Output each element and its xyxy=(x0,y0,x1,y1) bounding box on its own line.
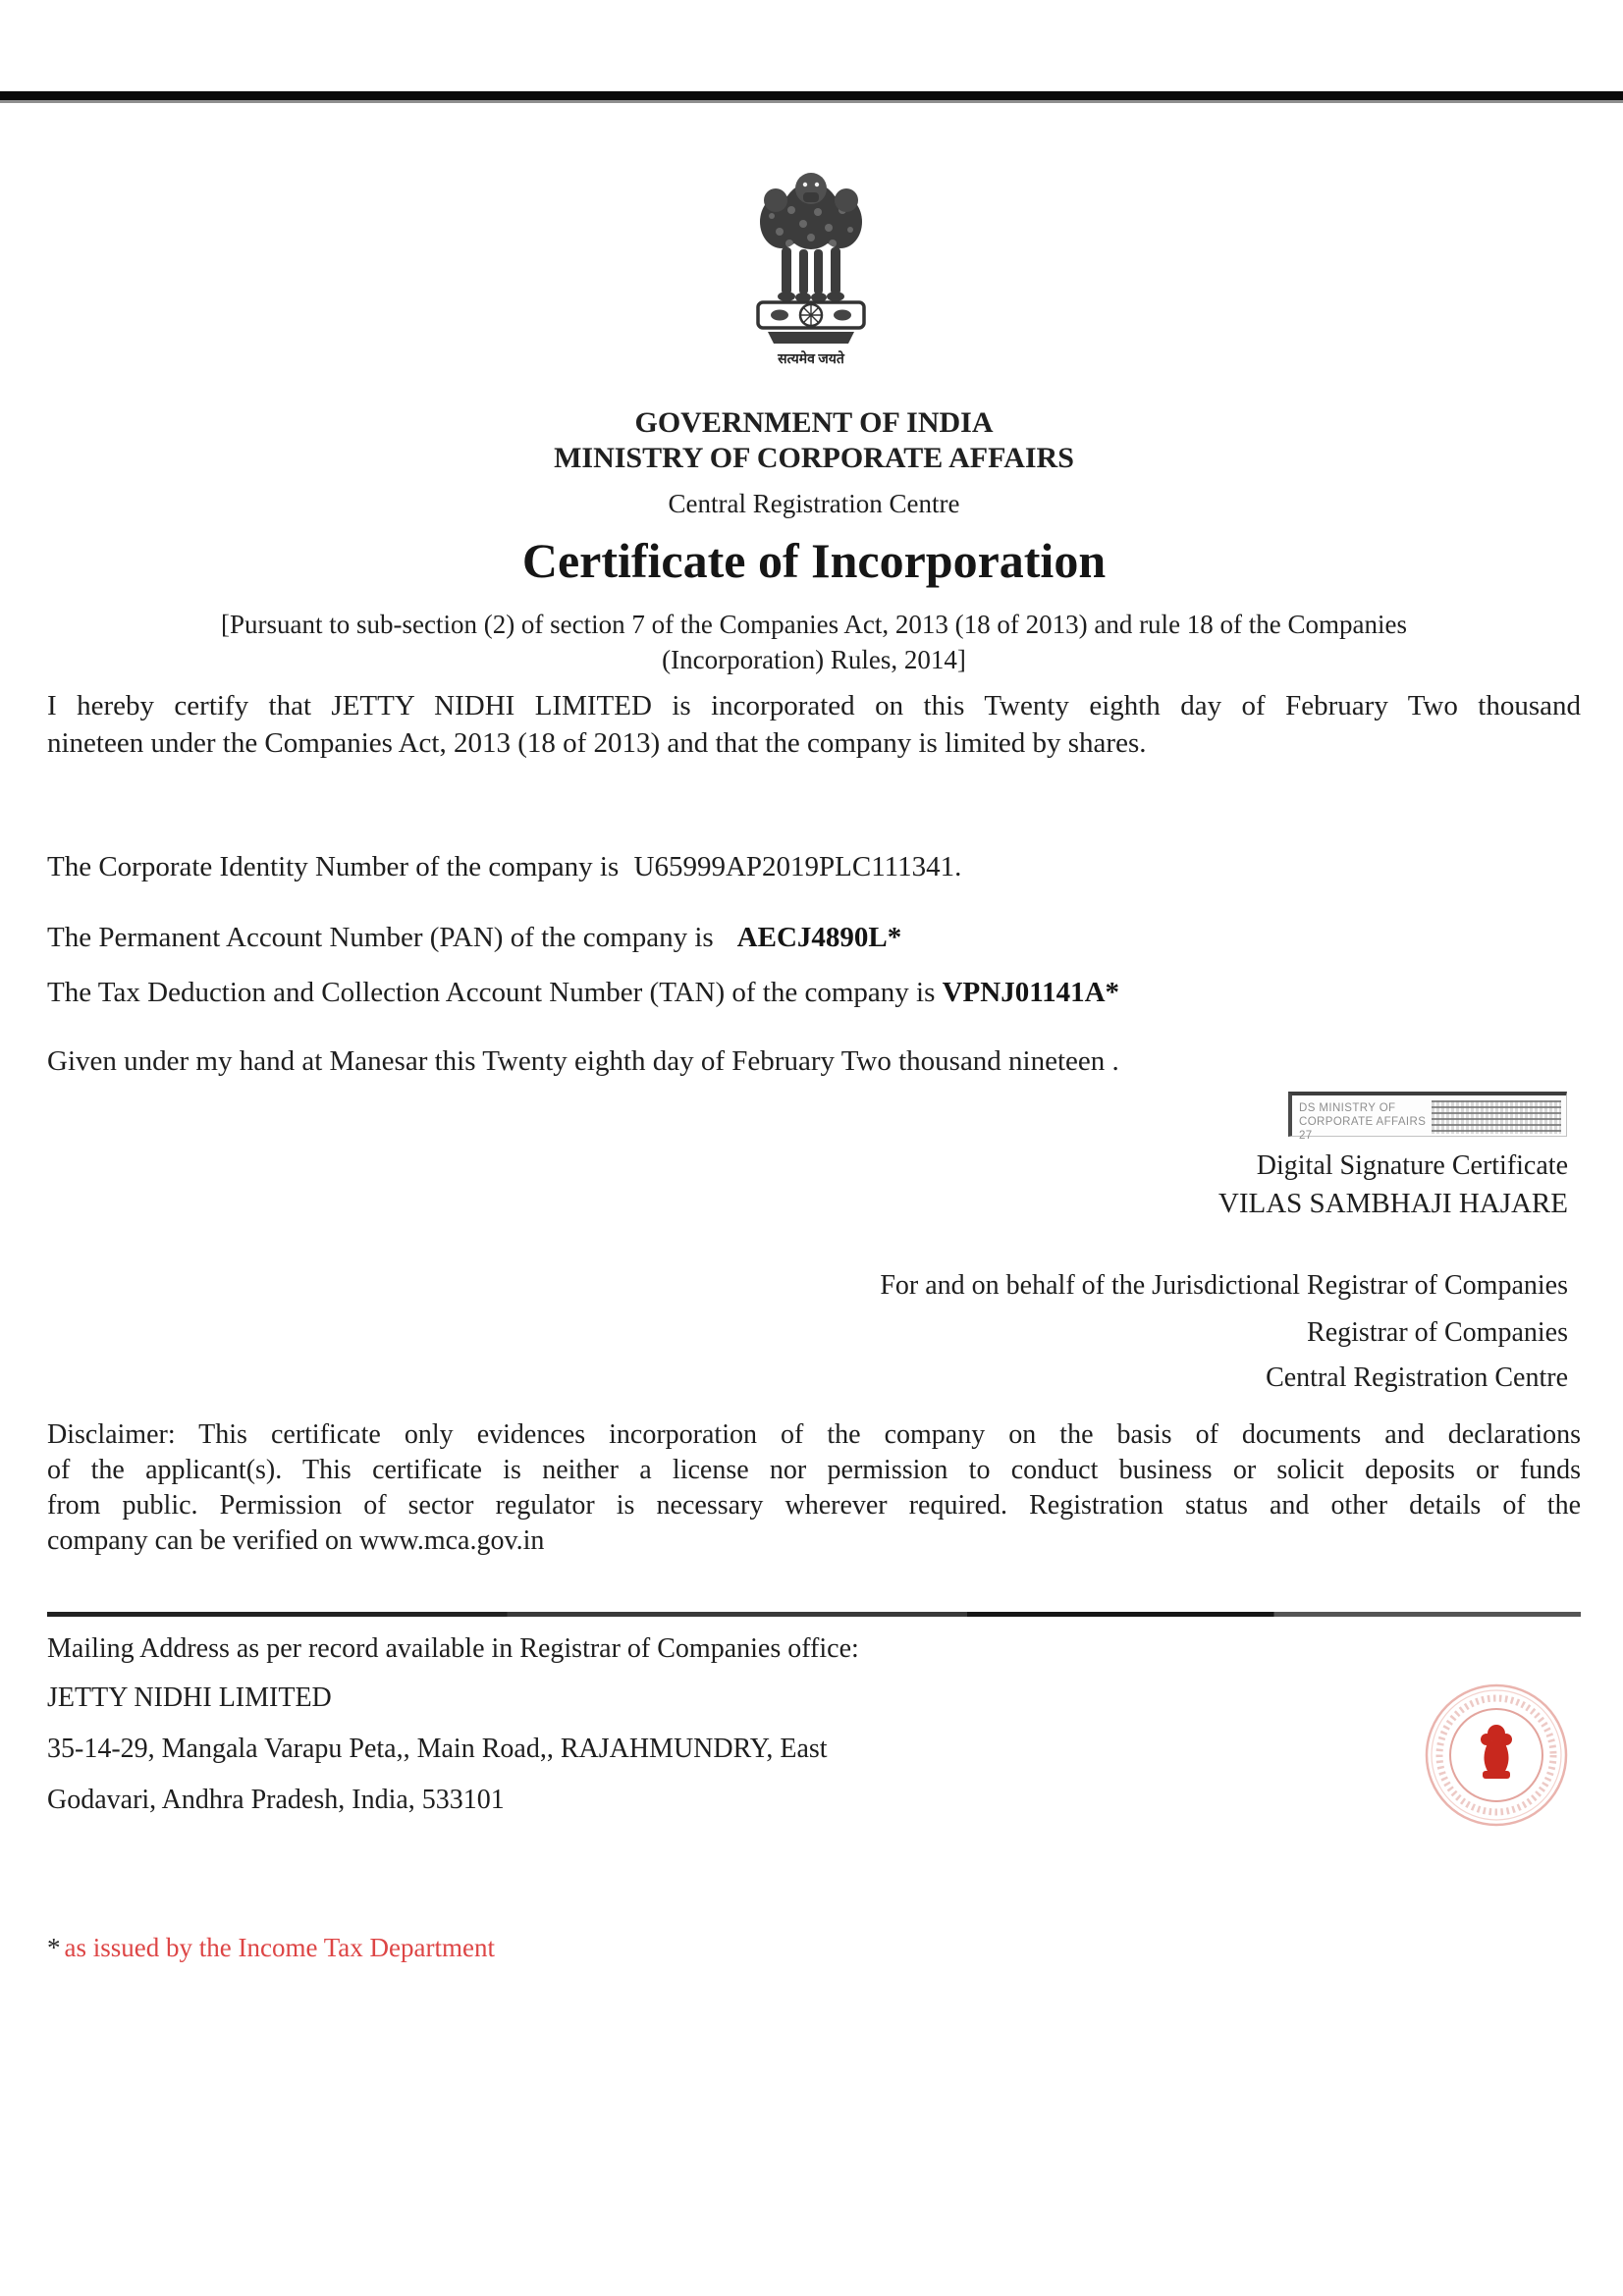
on-behalf-line: For and on behalf of the Jurisdictional Registrar of Companies xyxy=(880,1270,1568,1301)
disclaimer-line-2: of the applicant(s). This certificate is neither a license nor permission to conduct business or solicit deposits or funds xyxy=(47,1455,1581,1485)
pan-line xyxy=(47,922,1581,954)
government-of-india-heading: GOVERNMENT OF INDIA xyxy=(634,406,994,439)
dsc-stamp-microtext xyxy=(1432,1100,1561,1134)
top-border-shadow xyxy=(0,100,1623,103)
pan-value: AECJ4890L* xyxy=(736,922,902,953)
certify-line-1: I hereby certify that JETTY NIDHI LIMITED is incorporated on this Twenty eighth day of February Two thousand xyxy=(47,690,1581,721)
horizontal-divider xyxy=(47,1612,1581,1617)
india-state-emblem-icon xyxy=(723,159,899,373)
lion-capital-icon xyxy=(723,159,899,373)
tan-line xyxy=(47,977,1581,1009)
income-tax-footnote xyxy=(47,1933,1581,1963)
disclaimer-line-3: from public. Permission of sector regulator is necessary wherever required. Registration status and other details of the xyxy=(47,1490,1581,1521)
pan-label: The Permanent Account Number (PAN) of the company is xyxy=(47,922,714,953)
disclaimer-paragraph xyxy=(47,1417,1581,1559)
mailing-address-line-1: 35-14-29, Mangala Varapu Peta,, Main Road,, RAJAHMUNDRY, East xyxy=(47,1734,828,1764)
certificate-title: Certificate of Incorporation xyxy=(521,533,1107,588)
cin-line xyxy=(47,851,1581,883)
pursuant-clause xyxy=(47,607,1581,677)
dsc-stamp-line-1: DS MINISTRY OF xyxy=(1299,1102,1396,1114)
top-border-bar xyxy=(0,91,1623,100)
dsc-stamp-line-2: CORPORATE AFFAIRS 27 xyxy=(1299,1116,1427,1142)
certification-paragraph xyxy=(47,687,1581,762)
pursuant-line-1: [Pursuant to sub-section (2) of section 7 of the Companies Act, 2013 (18 of 2013) and rule 18 of the Companies xyxy=(220,610,1408,639)
mailing-address-line-2: Godavari, Andhra Pradesh, India, 533101 xyxy=(47,1785,505,1815)
footnote-text: as issued by the Income Tax Department xyxy=(64,1933,495,1962)
cin-label: The Corporate Identity Number of the company is xyxy=(47,851,626,882)
certify-line-2: nineteen under the Companies Act, 2013 (18 of 2013) and that the company is limited by shares. xyxy=(47,727,1147,759)
digital-signature-certificate-label: Digital Signature Certificate xyxy=(1256,1150,1568,1181)
red-seal-svg xyxy=(1422,1681,1571,1830)
disclaimer-line-4: company can be verified on www.mca.gov.in xyxy=(47,1525,545,1556)
satyameva-jayate-motto: सत्यमेव जयते xyxy=(778,352,844,367)
given-under-hand-line: Given under my hand at Manesar this Twenty eighth day of February Two thousand nineteen . xyxy=(47,1045,1119,1077)
mca-red-seal-icon xyxy=(1422,1681,1571,1830)
pursuant-line-2: (Incorporation) Rules, 2014] xyxy=(662,645,966,674)
footnote-asterisk: * xyxy=(47,1933,61,1962)
registrar-of-companies-line: Registrar of Companies xyxy=(1307,1317,1568,1348)
mailing-company-name: JETTY NIDHI LIMITED xyxy=(47,1682,332,1713)
signatory-name: VILAS SAMBHAJI HAJARE xyxy=(1217,1188,1568,1219)
disclaimer-line-1: Disclaimer: This certificate only evidences incorporation of the company on the basis of documents and declarations xyxy=(47,1419,1581,1450)
central-registration-centre-line: Central Registration Centre xyxy=(1266,1362,1568,1393)
cin-value: U65999AP2019PLC111341. xyxy=(633,851,962,882)
digital-signature-stamp xyxy=(1288,1092,1567,1142)
tan-label: The Tax Deduction and Collection Account Number (TAN) of the company is xyxy=(47,977,943,1008)
central-registration-centre-heading: Central Registration Centre xyxy=(668,489,960,518)
dsc-stamp-text xyxy=(1299,1101,1432,1143)
tan-value: VPNJ01141A* xyxy=(942,977,1120,1008)
ministry-heading: MINISTRY OF CORPORATE AFFAIRS xyxy=(554,442,1074,474)
mailing-address-heading: Mailing Address as per record available in Registrar of Companies office: xyxy=(47,1633,859,1664)
